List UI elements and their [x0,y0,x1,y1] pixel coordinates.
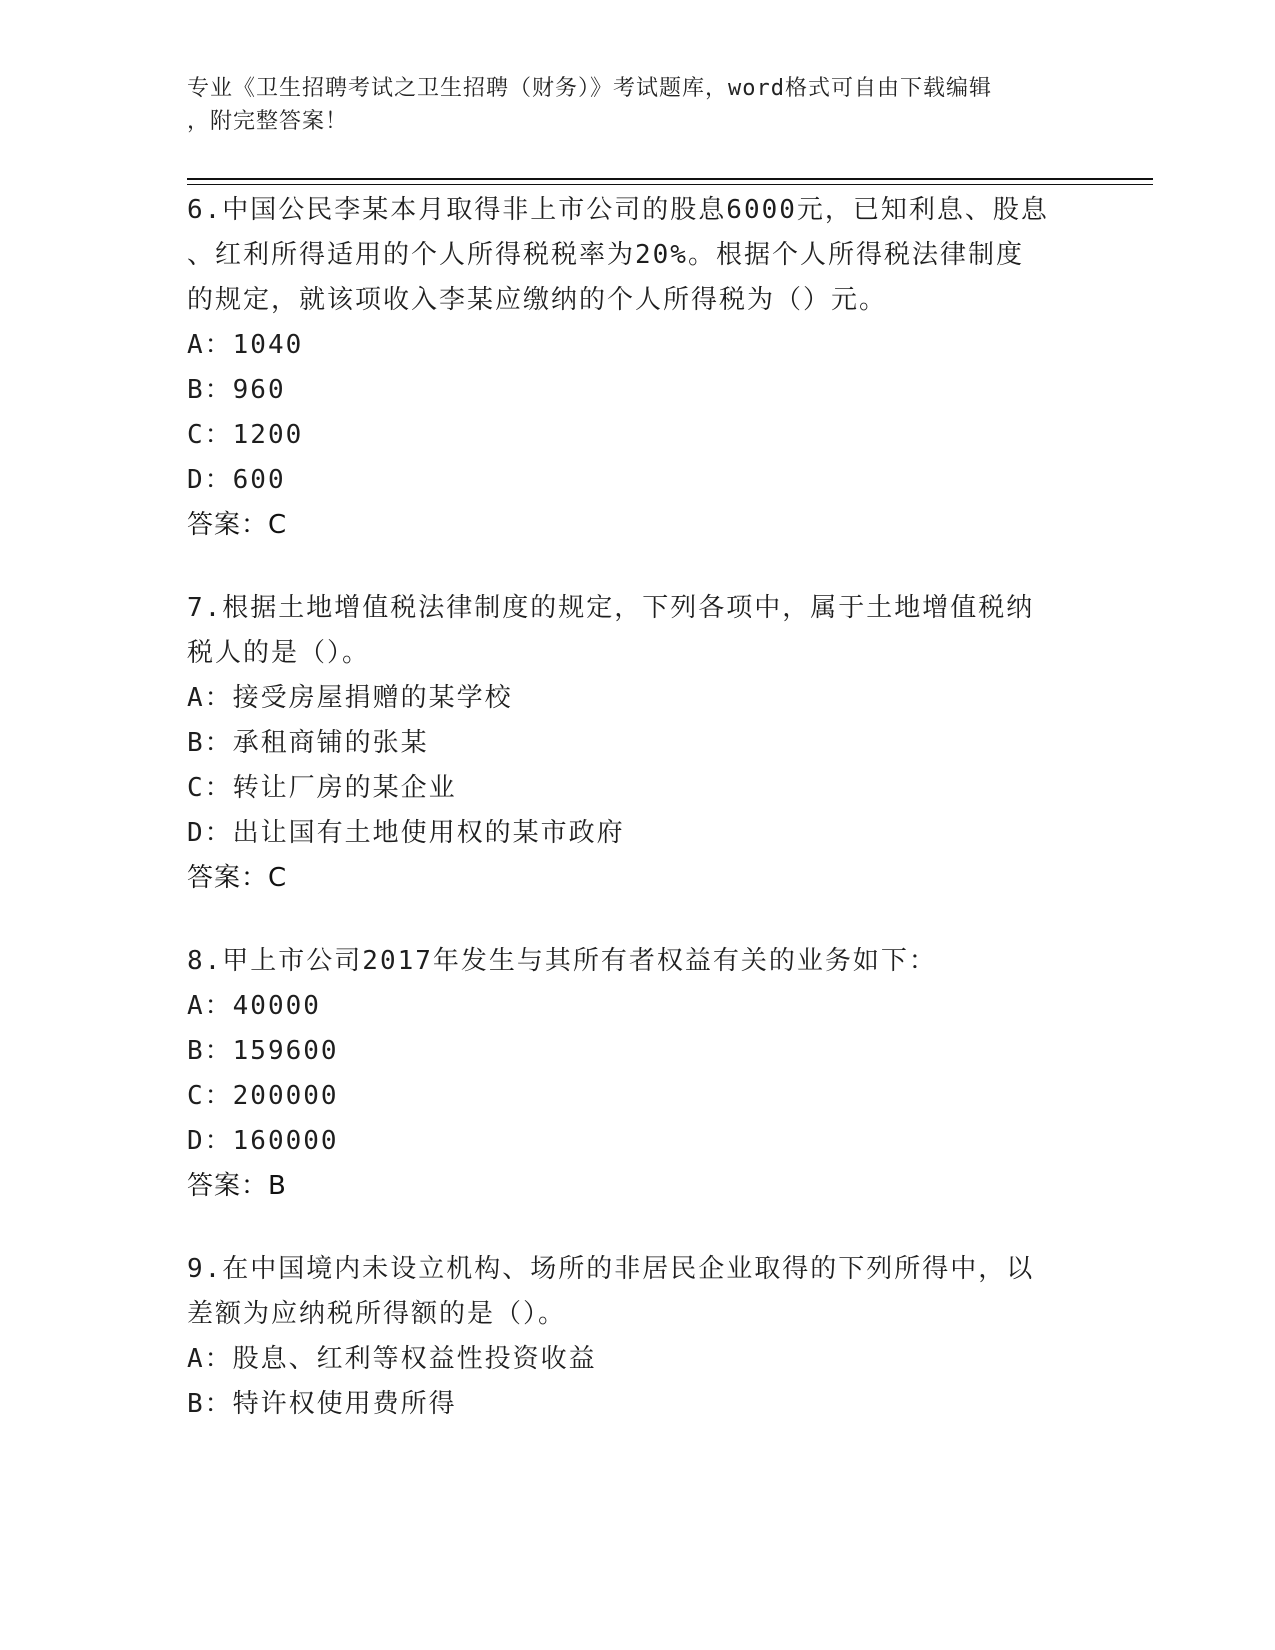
answer-line: 答案：C [187,863,288,893]
header-divider-thick [187,178,1153,180]
question-9 [187,1247,1087,1427]
question-line: 9.在中国境内未设立机构、场所的非居民企业取得的下列所得中，以 [187,1254,1035,1284]
answer-line: 答案：B [187,1171,287,1201]
option-c: C：转让厂房的某企业 [187,773,457,803]
question-line: 税人的是（）。 [187,638,371,668]
question-line: 的规定，就该项收入李某应缴纳的个人所得税为（）元。 [187,285,888,315]
option-a: A：股息、红利等权益性投资收益 [187,1344,597,1374]
option-b: B：159600 [187,1036,339,1066]
option-d: D：出让国有土地使用权的某市政府 [187,818,625,848]
question-line: 、红利所得适用的个人所得税税率为20%。根据个人所得税法律制度 [187,240,1024,270]
question-text [187,1247,1087,1337]
option-c: C：200000 [187,1081,339,1111]
option-b: B：承租商铺的张某 [187,728,429,758]
answer-line: 答案：C [187,510,288,540]
question-line: 8.甲上市公司2017年发生与其所有者权益有关的业务如下： [187,946,937,976]
document-header [187,72,1067,138]
question-8 [187,939,1087,1209]
question-line: 6.中国公民李某本月取得非上市公司的股息6000元，已知利息、股息 [187,195,1049,225]
option-d: D：160000 [187,1126,339,1156]
option-a: A：1040 [187,330,304,360]
option-d: D：600 [187,465,286,495]
question-text [187,939,1087,984]
question-text [187,586,1087,676]
option-a: A：接受房屋捐赠的某学校 [187,683,513,713]
question-text [187,188,1087,323]
option-a: A：40000 [187,991,321,1021]
question-list [187,188,1087,1465]
question-line: 7.根据土地增值税法律制度的规定，下列各项中，属于土地增值税纳 [187,593,1035,623]
question-6 [187,188,1087,548]
question-7 [187,586,1087,901]
option-b: B：特许权使用费所得 [187,1389,457,1419]
option-b: B：960 [187,375,286,405]
option-c: C：1200 [187,420,304,450]
header-line-2: ，附完整答案！ [187,109,349,134]
question-line: 差额为应纳税所得额的是（）。 [187,1299,567,1329]
header-divider-thin [187,184,1153,185]
header-line-1: 专业《卫生招聘考试之卫生招聘（财务）》考试题库，word格式可自由下载编辑 [187,76,992,101]
